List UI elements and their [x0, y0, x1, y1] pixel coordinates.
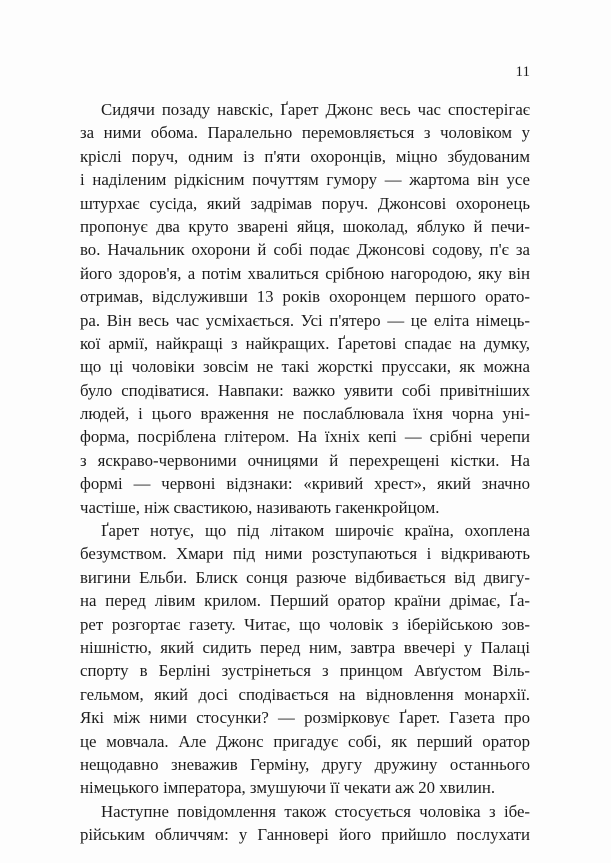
text-line: його здоров'я, а потім хвалиться срібною нагородою, яку він	[80, 263, 530, 283]
text-line: безумством. Хмари під ними розступаються і відкривають	[80, 544, 530, 564]
text-line: отримав, відслуживши 13 років охоронцем першого орато-	[80, 287, 530, 307]
text-line: за ними обома. Паралельно перемовляється з чоловіком у	[80, 123, 530, 143]
text-line: кріслі поруч, одним із п'яти охоронців, міцно збудованим	[80, 146, 530, 166]
text-line: і наділеним рідкісним почуттям гумору — жартома він усе	[80, 170, 530, 190]
text-line: з яскраво-червоними очницями й перехрещені кістки. На	[80, 450, 530, 470]
text-line: нішністю, який сидить перед ним, завтра ввечері у Палаці	[80, 637, 530, 657]
body-text	[80, 98, 530, 847]
text-line: формі — червоні відзнаки: «кривий хрест», який значно	[80, 474, 530, 494]
text-line: ра. Він весь час усміхається. Усі п'ятеро — це еліта німець-	[80, 310, 530, 330]
text-line: Які між ними стосунки? — розмірковує Ґарет. Газета про	[80, 708, 530, 728]
text-line: на перед лівим крилом. Перший оратор країни дрімає, Ґа-	[80, 591, 530, 611]
text-line: Сидячи позаду навскіс, Ґарет Джонс весь час спостерігає	[101, 100, 530, 119]
text-line: вигини Ельби. Блиск сонця разюче відбивається від двигу-	[80, 567, 530, 587]
text-line: частіше, ніж свастикою, називають гакенкройцом.	[80, 497, 440, 517]
text-line: Наступне повідомлення також стосується чоловіка з ібе-	[101, 801, 530, 821]
text-line: гельмом, який досі сподівається на відновлення монархії.	[80, 684, 530, 704]
text-line: було сподіватися. Навпаки: важко уявити собі привітніших	[80, 380, 530, 400]
text-line: форма, посріблена глітером. На їхніх кепі — срібні черепи	[80, 427, 530, 447]
page-number: 11	[515, 64, 530, 80]
text-line: Ґарет нотує, що під літаком широчіє країна, охоплена	[101, 521, 530, 541]
text-line: що ці чоловіки зовсім не такі жорсткі пруссаки, як можна	[80, 357, 530, 377]
text-line: рет розгортає газету. Читає, що чоловік з іберійською зов-	[80, 614, 530, 634]
text-line: пропонує два круто зварені яйця, шоколад, яблуко й печи-	[80, 216, 530, 236]
text-line: во. Начальник охорони й собі подає Джонсові содову, п'є за	[80, 240, 530, 260]
text-line: кої армії, найкращі з найкращих. Ґаретові спадає на думку,	[80, 333, 530, 353]
text-line: нещодавно зневажив Герміну, другу дружину останнього	[80, 754, 530, 774]
text-line: рійським обличчям: у Ганновері його прийшло послухати	[80, 825, 530, 845]
text-line: це мовчала. Але Джонс пригадує собі, як перший оратор	[80, 731, 530, 751]
text-line: спорту в Берліні зустрінеться з принцом Авґустом Віль-	[80, 661, 530, 681]
text-line: штурхає сусіда, який задрімав поруч. Джонсові охоронець	[80, 193, 530, 213]
text-line: німецького імператора, змушуючи її чекати аж 20 хвилин.	[80, 778, 496, 798]
text-line: людей, і цього враження не послаблювала їхня чорна уні-	[80, 404, 530, 424]
